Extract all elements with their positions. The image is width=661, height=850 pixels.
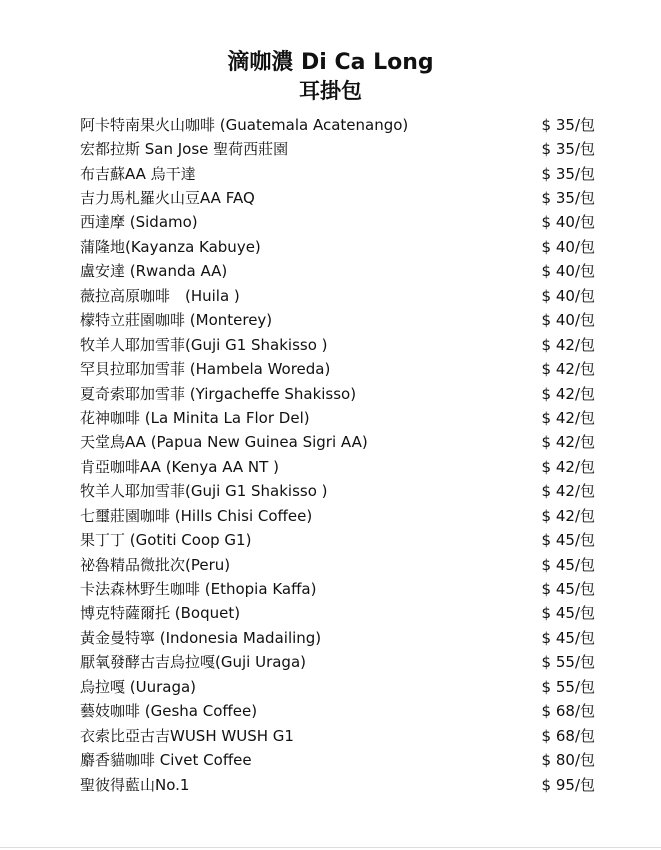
list-item bbox=[80, 479, 595, 503]
list-item bbox=[80, 552, 595, 576]
list-item bbox=[80, 259, 595, 283]
item-name: 七璽莊園咖啡 (Hills Chisi Coffee) bbox=[80, 506, 313, 525]
list-item bbox=[80, 210, 595, 234]
item-name: 藝妓咖啡 (Gesha Coffee) bbox=[80, 702, 258, 721]
item-price: $ 40/包 bbox=[541, 286, 595, 305]
item-name: 天堂鳥AA (Papua New Guinea Sigri AA) bbox=[80, 433, 368, 452]
item-price: $ 68/包 bbox=[541, 702, 595, 721]
item-price: $ 42/包 bbox=[541, 384, 595, 403]
item-price: $ 40/包 bbox=[541, 237, 595, 256]
item-price: $ 42/包 bbox=[541, 506, 595, 525]
item-name: 罕貝拉耶加雪菲 (Hambela Woreda) bbox=[80, 360, 331, 379]
item-price: $ 55/包 bbox=[541, 677, 595, 696]
list-item bbox=[80, 723, 595, 747]
list-item bbox=[80, 527, 595, 551]
item-name: 宏都拉斯 San Jose 聖荷西莊園 bbox=[80, 140, 289, 159]
item-name: 布吉蘇AA 烏干達 bbox=[80, 164, 196, 183]
item-name: 牧羊人耶加雪菲(Guji G1 Shakisso ) bbox=[80, 482, 328, 501]
item-name: 牧羊人耶加雪菲(Guji G1 Shakisso ) bbox=[80, 335, 328, 354]
list-item bbox=[80, 674, 595, 698]
item-name: 祕魯精品微批次(Peru) bbox=[80, 555, 231, 574]
item-price: $ 68/包 bbox=[541, 726, 595, 745]
item-price: $ 42/包 bbox=[541, 482, 595, 501]
list-item bbox=[80, 430, 595, 454]
item-price: $ 45/包 bbox=[541, 555, 595, 574]
list-item bbox=[80, 381, 595, 405]
list-item bbox=[80, 283, 595, 307]
page-title: 滴咖濃 Di Ca Long bbox=[227, 50, 434, 75]
list-item bbox=[80, 699, 595, 723]
list-item bbox=[80, 625, 595, 649]
item-price: $ 35/包 bbox=[541, 189, 595, 208]
item-name: 肯亞咖啡AA (Kenya AA NT ) bbox=[80, 457, 279, 476]
item-name: 西達摩 (Sidamo) bbox=[80, 213, 198, 232]
item-price: $ 42/包 bbox=[541, 360, 595, 379]
item-price: $ 45/包 bbox=[541, 531, 595, 550]
item-name: 卡法森林野生咖啡 (Ethopia Kaffa) bbox=[80, 580, 317, 599]
item-name: 盧安達 (Rwanda AA) bbox=[80, 262, 228, 281]
list-item bbox=[80, 308, 595, 332]
item-price: $ 95/包 bbox=[541, 775, 595, 794]
item-name: 檬特立莊園咖啡 (Monterey) bbox=[80, 311, 273, 330]
list-item bbox=[80, 185, 595, 209]
item-name: 烏拉嘎 (Uuraga) bbox=[80, 677, 197, 696]
item-price: $ 42/包 bbox=[541, 408, 595, 427]
item-price: $ 35/包 bbox=[541, 164, 595, 183]
item-name: 薇拉高原咖啡 (Huila ) bbox=[80, 286, 240, 305]
item-price: $ 80/包 bbox=[541, 751, 595, 770]
item-name: 阿卡特南果火山咖啡 (Guatemala Acatenango) bbox=[80, 115, 409, 134]
list-item bbox=[80, 747, 595, 771]
list-item bbox=[80, 234, 595, 258]
item-name: 夏奇索耶加雪菲 (Yirgacheffe Shakisso) bbox=[80, 384, 357, 403]
item-price: $ 45/包 bbox=[541, 580, 595, 599]
list-item bbox=[80, 332, 595, 356]
list-item bbox=[80, 772, 595, 796]
item-price: $ 40/包 bbox=[541, 311, 595, 330]
item-price: $ 45/包 bbox=[541, 628, 595, 647]
list-item bbox=[80, 356, 595, 380]
item-price: $ 45/包 bbox=[541, 604, 595, 623]
list-item bbox=[80, 405, 595, 429]
menu-header bbox=[0, 48, 661, 104]
item-name: 厭氧發酵古吉烏拉嘎(Guji Uraga) bbox=[80, 653, 306, 672]
list-item bbox=[80, 454, 595, 478]
list-item bbox=[80, 112, 595, 136]
list-item bbox=[80, 161, 595, 185]
item-name: 果丁丁 (Gotiti Coop G1) bbox=[80, 531, 252, 550]
list-item bbox=[80, 576, 595, 600]
item-name: 吉力馬札羅火山豆AA FAQ bbox=[80, 189, 255, 208]
item-price: $ 42/包 bbox=[541, 433, 595, 452]
list-item bbox=[80, 650, 595, 674]
item-name: 蒲隆地(Kayanza Kabuye) bbox=[80, 237, 261, 256]
price-list bbox=[80, 112, 595, 796]
item-name: 衣索比亞古吉WUSH WUSH G1 bbox=[80, 726, 294, 745]
item-price: $ 35/包 bbox=[541, 115, 595, 134]
bottom-divider bbox=[0, 847, 661, 848]
item-price: $ 35/包 bbox=[541, 140, 595, 159]
item-name: 黃金曼特寧 (Indonesia Madailing) bbox=[80, 628, 322, 647]
list-item bbox=[80, 503, 595, 527]
item-price: $ 55/包 bbox=[541, 653, 595, 672]
item-name: 博克特薩爾托 (Boquet) bbox=[80, 604, 241, 623]
list-item bbox=[80, 601, 595, 625]
item-name: 麝香貓咖啡 Civet Coffee bbox=[80, 751, 252, 770]
page-subtitle: 耳掛包 bbox=[299, 79, 362, 103]
item-name: 花神咖啡 (La Minita La Flor Del) bbox=[80, 408, 310, 427]
item-price: $ 42/包 bbox=[541, 335, 595, 354]
item-name: 聖彼得藍山No.1 bbox=[80, 775, 190, 794]
item-price: $ 42/包 bbox=[541, 457, 595, 476]
list-item bbox=[80, 136, 595, 160]
item-price: $ 40/包 bbox=[541, 262, 595, 281]
item-price: $ 40/包 bbox=[541, 213, 595, 232]
